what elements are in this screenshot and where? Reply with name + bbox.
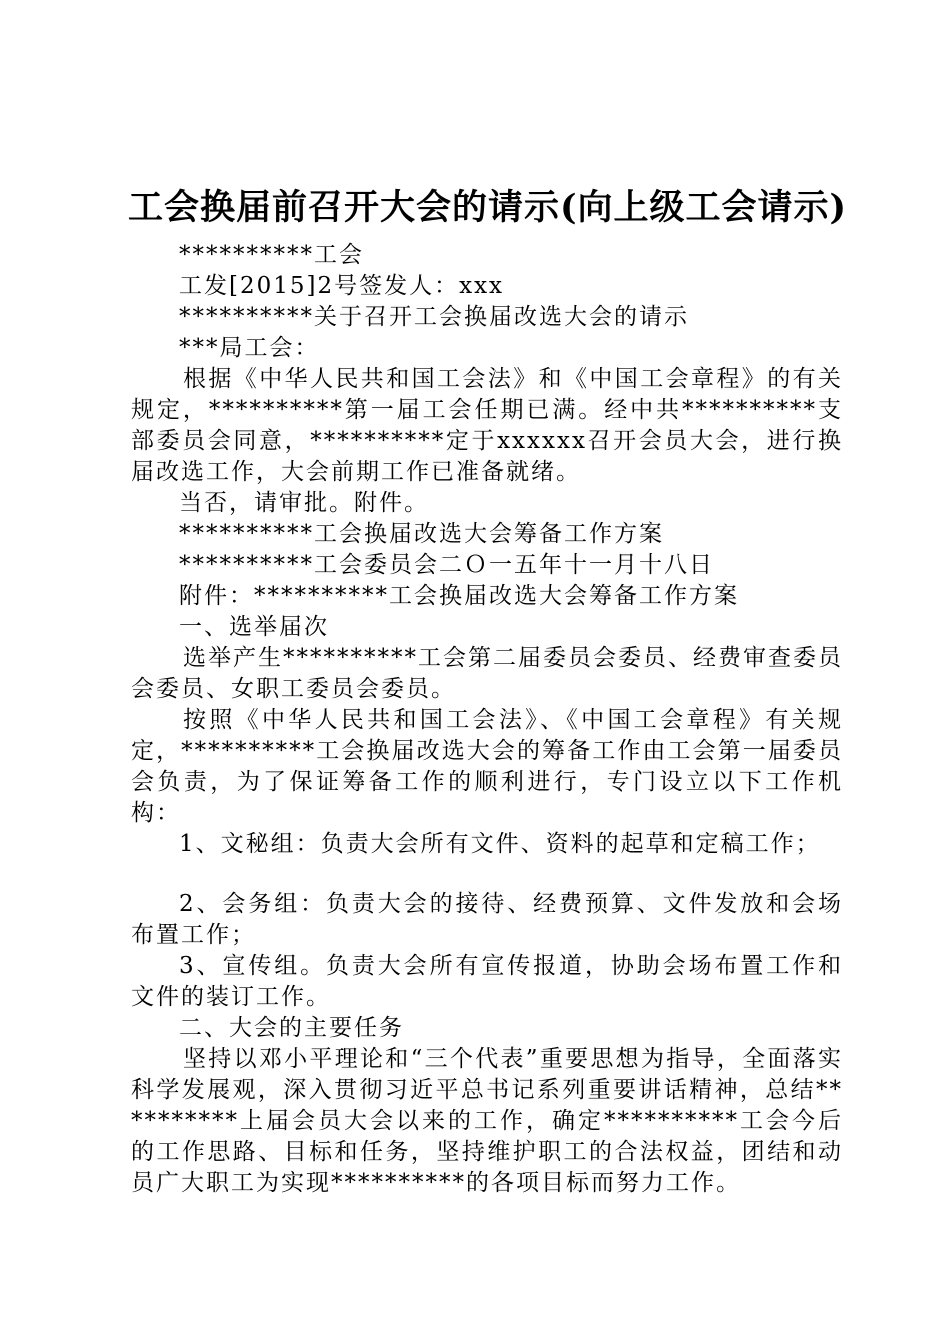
document-number-line: 工发[2015]2号签发人：xxx [179,273,505,299]
section-heading: 一、选举届次 [179,614,329,640]
attachment-title: **********工会换届改选大会筹备工作方案 [179,521,664,547]
attachment-heading: 附件：**********工会换届改选大会筹备工作方案 [179,583,739,609]
list-item: 2、会务组：负责大会的接待、经费预算、文件发放和会场布置工作； [131,891,843,948]
body-paragraph: 选举产生**********工会第二届委员会委员、经费审查委员会委员、女职工委员会委员。 [131,645,843,702]
issuer-line: **********工会 [179,242,364,268]
signature-date: **********工会委员会二Ｏ一五年十一月十八日 [179,552,714,578]
section-heading: 二、大会的主要任务 [179,1015,404,1041]
document-title: 工会换届前召开大会的请示(向上级工会请示) [128,187,848,228]
body-paragraph: 坚持以邓小平理论和“三个代表”重要思想为指导，全面落实科学发展观，深入贯彻习近平总书记系列重要讲话精神，总结**********上届会员大会以来的工作，确定**********工会今后的工作思路、目标和任务，坚持维护职工的合法权益，团结和动员广大职工为实现**********的各项目标而努力工作。 [131,1046,843,1196]
approval-request: 当否，请审批。附件。 [179,490,429,516]
request-subject: **********关于召开工会换届改选大会的请示 [179,304,689,330]
addressee: ***局工会： [179,335,320,361]
body-paragraph: 按照《中华人民共和国工会法》、《中国工会章程》有关规定，**********工会换届改选大会的筹备工作由工会第一届委员会负责，为了保证筹备工作的顺利进行，专门设立以下工作机构： [131,707,843,826]
document-body [131,240,843,1199]
list-item: 1、文秘组：负责大会所有文件、资料的起草和定稿工作； [179,831,821,857]
body-paragraph: 根据《中华人民共和国工会法》和《中国工会章程》的有关规定，**********第一届工会任期已满。经中共**********支部委员会同意，**********定于xxxxxx召开会员大会，进行换届改选工作，大会前期工作已准备就绪。 [131,366,843,485]
list-item: 3、宣传组。负责大会所有宣传报道，协助会场布置工作和文件的装订工作。 [131,953,843,1010]
